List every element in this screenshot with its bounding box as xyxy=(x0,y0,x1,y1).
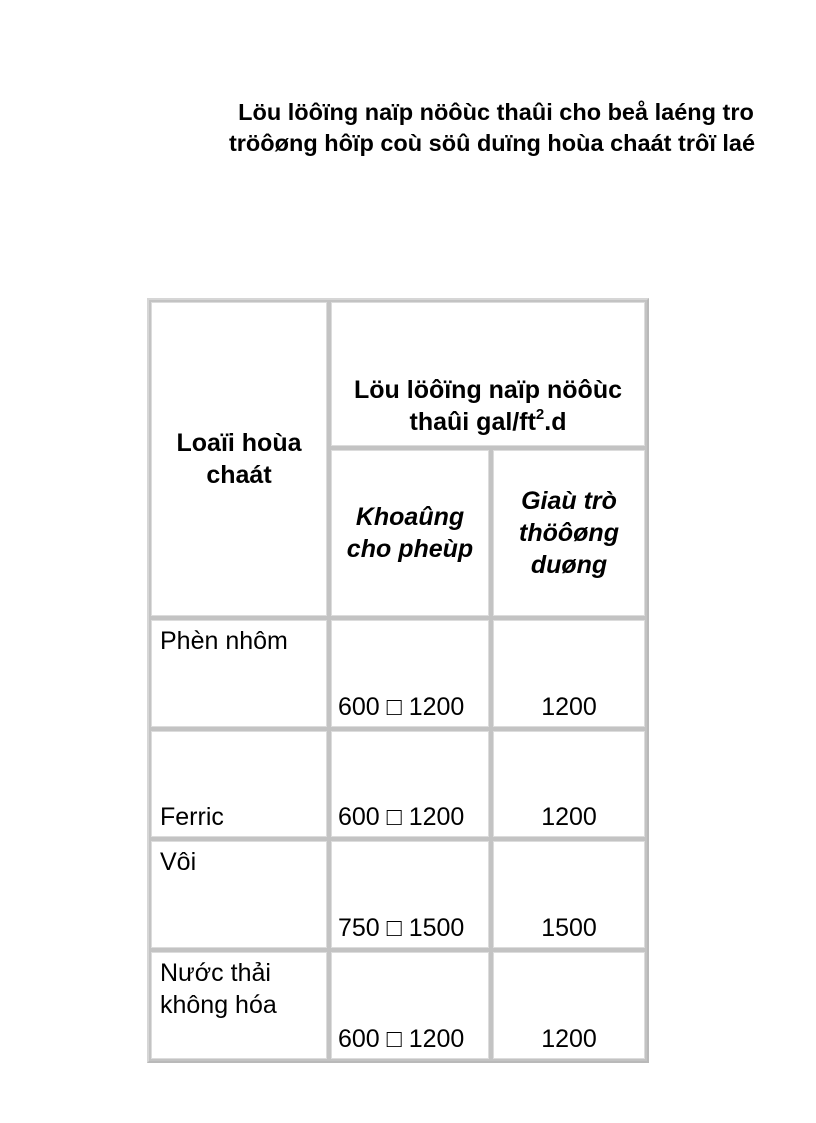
title-line-2: tröôøng hôïp coù söû duïng hoùa chaát trôï laé xyxy=(228,130,756,156)
header-typical-label: Giaù trò thöôøng duøng xyxy=(519,487,619,579)
title-line-1: Löu löôïng naïp nöôùc thaûi cho beå laéng tro xyxy=(238,99,754,125)
page-title xyxy=(0,97,816,159)
header-typical xyxy=(491,448,647,618)
chemical-name-cell: Nước thải không hóa xyxy=(149,950,329,1061)
header-loading-rate-label: Löu löôïng naïp nöôùc thaûi gal/ft xyxy=(353,376,622,436)
chemical-name-cell: Ferric xyxy=(149,729,329,839)
header-loading-rate-exponent: 2 xyxy=(535,405,545,423)
chemical-name-cell: Vôi xyxy=(149,839,329,950)
header-loading-rate xyxy=(329,300,647,448)
range-cell: 600 □ 1200 xyxy=(329,950,491,1061)
table-row xyxy=(149,618,647,729)
range-cell: 750 □ 1500 xyxy=(329,839,491,950)
range-cell: 600 □ 1200 xyxy=(329,618,491,729)
typical-value-cell: 1500 xyxy=(491,839,647,950)
header-chemical-type xyxy=(149,300,329,618)
header-loading-rate-suffix: .d xyxy=(544,408,567,436)
loading-rate-table xyxy=(147,298,649,1063)
typical-value-cell: 1200 xyxy=(491,729,647,839)
table-row xyxy=(149,839,647,950)
header-range-label: Khoaûng cho pheùp xyxy=(346,503,474,563)
typical-value-cell: 1200 xyxy=(491,618,647,729)
typical-value-cell: 1200 xyxy=(491,950,647,1061)
header-range xyxy=(329,448,491,618)
range-cell: 600 □ 1200 xyxy=(329,729,491,839)
chemical-name-cell: Phèn nhôm xyxy=(149,618,329,729)
header-chemical-type-label: Loaïi hoùa chaát xyxy=(176,429,302,489)
table-row xyxy=(149,950,647,1061)
table-row xyxy=(149,729,647,839)
